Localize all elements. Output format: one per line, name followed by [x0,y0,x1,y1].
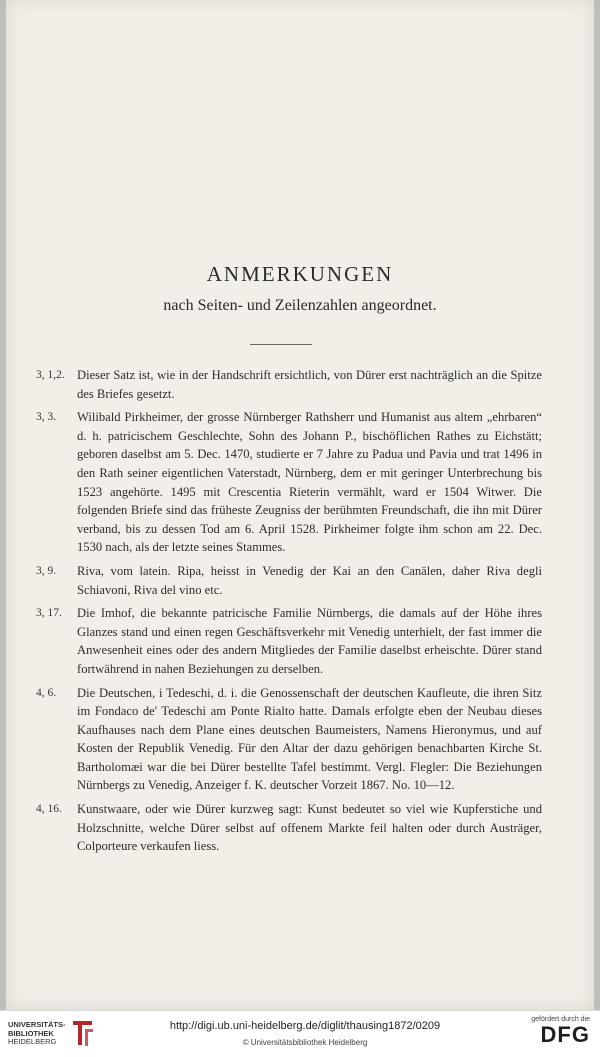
permalink-link[interactable]: http://digi.ub.uni-heidelberg.de/diglit/thausing1872/0209 [169,1020,441,1032]
note-text: Kunstwaare, oder wie Dürer kurzweg sagt: Kunst bedeutet so viel wie Kupferstiche und Holzschnitte, welche Dürer selbst auf offenem Markte feil halten oder durch Austräger, Colporteure verkaufen liess. [77,802,542,854]
note-item [36,604,542,678]
note-text: Die Deutschen, i Tedeschi, d. i. die Genossenschaft der deutschen Kaufleute, die ihren Sitz im Fondaco de' Tedeschi am Ponte Rialto hatte. Damals erfolgte eben der Neubau dieses Kaufhauses nach dem Plane eines deutschen Baumeisters, Namens Hieronymus, und auf Kosten der Republik Venedig. Für den Altar der dazu gehörigen benachbarten Kirche St. Bartholomæi war die bei Dürer bestellte Tafel bestimmt. Vergl. Flegler: Die Beziehungen Nürnbergs zu Venedig, Anzeiger f. K. deutscher Vorzeit 1867. No. 10—12. [77,685,542,793]
library-emblem-icon [70,1019,96,1049]
note-reference: 3, 9. [36,564,57,577]
note-text: Wilibald Pirkheimer, der grosse Nürnberger Rathsherr und Humanist aus altem „ehrbaren“ d. h. patricischem Geschlechte, Sohn des Johann P., bischöflichen Rathes zu Eichstätt; geboren daselbst am 5. Dec. 1470, studierte er 7 Jahre zu Padua und Pavia und trat 1496 in den Rath seiner eigentlichen Vaterstadt, Nürnberg, dem er mit geringer Unterbrechung bis 1523 angehörte. 1495 mit Crescentia Rieterin vermählt, ward er 1504 Witwer. Die folgenden Briefe sind das früheste Zeugniss der berühmten Freundschaft, die ihn mit Dürer verband, bis zu dessen Tod am 6. April 1528. Pirkheimer folgte ihm schon am 22. Dec. 1530 nach, als der letzte seines Stammes. [77,410,542,555]
dfg-logo[interactable] [531,1016,590,1047]
copyright-notice: © Universitätsbibliothek Heidelberg [242,1038,368,1047]
section-subheading: nach Seiten- und Zeilenzahlen angeordnet. [163,297,437,314]
note-text: Riva, vom latein. Ripa, heisst in Venedig der Kai an den Canälen, daher Riva degli Schiavoni, Riva del vino etc. [77,563,542,597]
note-reference: 4, 16. [36,803,62,816]
viewer-footer [0,1010,600,1057]
note-reference: 4, 6. [36,686,57,699]
section-heading: ANMERKUNGEN [206,262,394,286]
notes-list [36,366,542,861]
note-reference: 3, 1,2. [36,369,65,381]
library-name: UNIVERSITÄTS- BIBLIOTHEK HEIDELBERG [8,1020,66,1047]
note-reference: 3, 3. [36,411,57,424]
note-item [36,408,542,557]
dfg-mark: DFG [540,1022,590,1047]
note-item [36,562,542,599]
book-page [6,0,594,1010]
library-logo[interactable] [8,1019,96,1049]
heading-divider [250,344,312,345]
note-reference: 3, 17. [36,607,62,620]
dfg-caption: gefördert durch die [531,1016,590,1023]
note-text: Die Imhof, die bekannte patricische Familie Nürnbergs, die damals auf der Höhe ihres Glanzes stand und einen regen Geschäftsverkehr mit Venedig unterhielt, der fast immer die Anwesenheit eines oder des andern Mitgliedes der Familie daselbst erheischte. Dürer stand fortwährend in nahen Beziehungen zu derselben. [77,606,542,676]
note-item [36,684,542,796]
show-through-header [26,68,574,88]
note-item [36,366,542,403]
note-text: Dieser Satz ist, wie in der Handschrift ersichtlich, von Dürer erst nachträglich an die Spitze des Briefes gesetzt. [77,368,542,401]
note-item [36,800,542,856]
